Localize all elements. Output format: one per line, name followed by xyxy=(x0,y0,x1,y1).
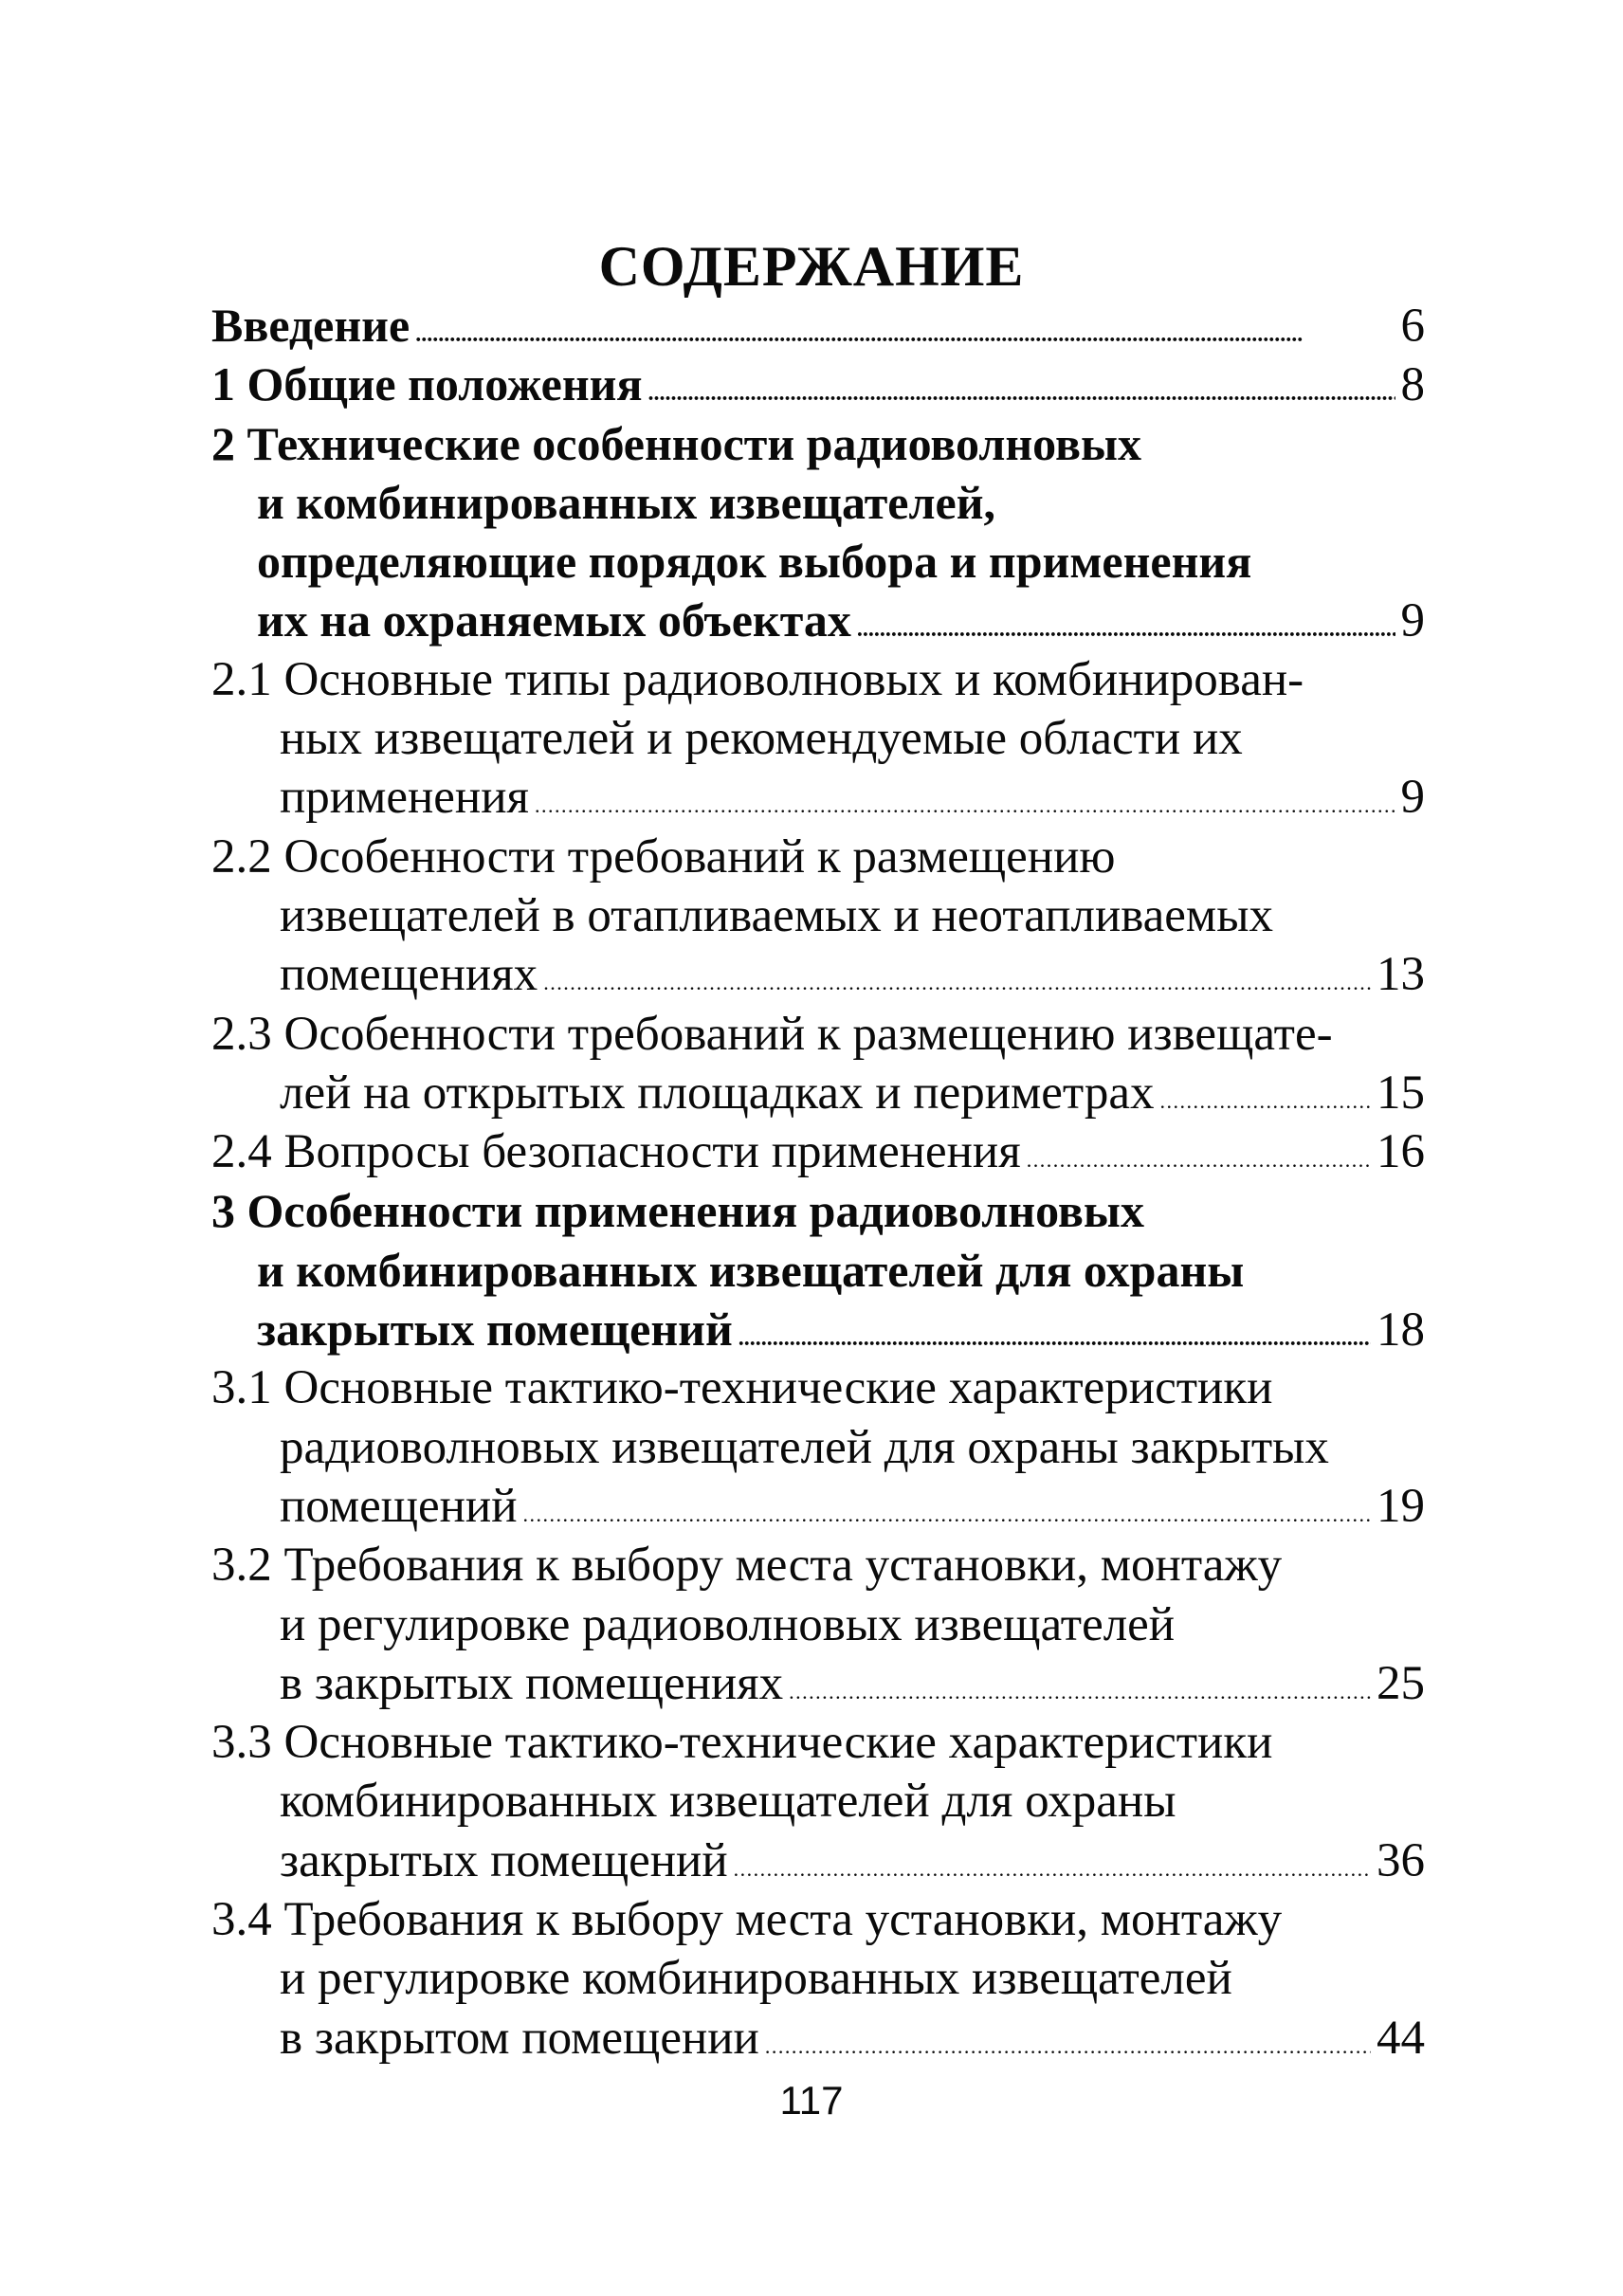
toc-entry-text: 3.2 Требования к выбору места установки, монтажу xyxy=(211,1539,1283,1593)
toc-line xyxy=(211,532,1425,591)
toc-line xyxy=(211,650,1425,709)
toc-entry xyxy=(211,1536,1425,1713)
toc-entry-text: извещателей в отапливаемых и неотапливаемых xyxy=(280,888,1273,942)
toc-line xyxy=(211,1536,1425,1594)
toc-entry-text: закрытых помещений xyxy=(257,1303,733,1357)
toc-line xyxy=(211,1831,1425,1890)
toc-entry xyxy=(211,1713,1425,1890)
toc-line xyxy=(211,768,1425,827)
toc-entry xyxy=(211,296,1425,355)
toc-line xyxy=(211,1064,1425,1122)
toc-entry-text: 3.1 Основные тактико-технические характеристики xyxy=(211,1361,1273,1415)
toc-line xyxy=(211,473,1425,532)
dot-leader xyxy=(789,1654,1371,1722)
toc-entry-text: определяющие порядок выбора и применения xyxy=(257,535,1252,589)
toc-page-number: 19 xyxy=(1377,1479,1425,1533)
toc-line xyxy=(211,945,1425,1004)
toc-entry-text: применения xyxy=(280,771,529,825)
toc-entry-text: радиоволновых извещателей для охраны закрытых xyxy=(280,1420,1329,1474)
toc-entry xyxy=(211,1122,1425,1181)
toc-title: СОДЕРЖАНИЕ xyxy=(598,235,1025,298)
toc-entry-text: комбинированных извещателей для охраны xyxy=(280,1775,1176,1829)
toc-entry xyxy=(211,1005,1425,1123)
toc-page-number: 8 xyxy=(1400,358,1425,412)
toc-entry xyxy=(211,1358,1425,1536)
toc-line xyxy=(211,1005,1425,1064)
toc-entry-text: помещениях xyxy=(280,948,538,1002)
toc-entry-text: 2.2 Особенности требований к размещению xyxy=(211,829,1116,884)
toc-page-number: 44 xyxy=(1377,2011,1425,2065)
toc-entry-text: 2 Технические особенности радиоволновых xyxy=(211,416,1141,470)
toc-line xyxy=(211,1477,1425,1536)
toc-entry xyxy=(211,1890,1425,2068)
toc-entry-text: в закрытом помещении xyxy=(280,2011,759,2065)
table-of-contents xyxy=(211,296,1425,2068)
toc-page-number: 9 xyxy=(1400,594,1425,648)
toc-entry-text: Введение xyxy=(211,299,410,352)
toc-entry xyxy=(211,828,1425,1005)
toc-line xyxy=(211,1241,1425,1300)
toc-entry-text: 2.3 Особенности требований к размещению извещате- xyxy=(211,1007,1333,1061)
toc-entry-text: 3 Особенности применения радиоволновых xyxy=(211,1184,1144,1238)
toc-entry-text: и комбинированных извещателей, xyxy=(257,475,996,529)
toc-entry-text: в закрытых помещениях xyxy=(280,1656,784,1710)
toc-line xyxy=(211,886,1425,945)
toc-entry xyxy=(211,650,1425,828)
toc-line xyxy=(211,828,1425,886)
toc-entry-text: 2.1 Основные типы радиоволновых и комбинирован- xyxy=(211,652,1304,706)
toc-line xyxy=(211,1713,1425,1772)
toc-line xyxy=(211,1654,1425,1713)
dot-leader xyxy=(765,2009,1371,2076)
toc-entry-text: и регулировке радиоволновых извещателей xyxy=(280,1597,1176,1651)
dot-leader xyxy=(543,945,1371,1012)
toc-line xyxy=(211,1772,1425,1831)
toc-line xyxy=(211,355,1425,413)
dot-leader xyxy=(1159,1064,1371,1131)
toc-line xyxy=(211,1949,1425,2008)
toc-entry-text: помещений xyxy=(280,1479,518,1533)
dot-leader xyxy=(1027,1122,1371,1190)
toc-line xyxy=(211,591,1425,649)
toc-entry-text: лей на открытых площадках и периметрах xyxy=(280,1066,1155,1120)
dot-leader xyxy=(535,768,1395,835)
toc-page-number: 36 xyxy=(1377,1833,1425,1887)
toc-entry-text: их на охраняемых объектах xyxy=(257,593,851,647)
toc-entry-text: ных извещателей и рекомендуемые области их xyxy=(280,712,1243,766)
toc-page-number: 9 xyxy=(1400,771,1425,825)
toc-page-number: 15 xyxy=(1377,1066,1425,1120)
toc-line xyxy=(211,1358,1425,1417)
toc-page-number: 25 xyxy=(1377,1656,1425,1710)
toc-page-number: 6 xyxy=(1400,300,1425,353)
toc-entry-text: 3.4 Требования к выбору места установки, монтажу xyxy=(211,1893,1283,1947)
page-number: 117 xyxy=(779,2078,844,2123)
toc-line xyxy=(211,1418,1425,1477)
toc-page-number: 18 xyxy=(1377,1303,1425,1358)
toc-entry-text: и регулировке комбинированных извещателей xyxy=(280,1952,1232,2006)
toc-entry-text: 3.3 Основные тактико-технические характеристики xyxy=(211,1716,1273,1770)
toc-entry xyxy=(211,1181,1425,1358)
toc-line xyxy=(211,296,1425,355)
toc-line xyxy=(211,1122,1425,1181)
toc-entry-text: 1 Общие положения xyxy=(211,357,643,411)
toc-page-number: 13 xyxy=(1377,948,1425,1002)
toc-line xyxy=(211,1300,1425,1358)
toc-line xyxy=(211,2009,1425,2068)
dot-leader xyxy=(523,1477,1371,1544)
toc-line xyxy=(211,709,1425,768)
toc-entry xyxy=(211,355,1425,413)
toc-entry xyxy=(211,414,1425,650)
toc-line xyxy=(211,1181,1425,1240)
toc-page-number: 16 xyxy=(1377,1125,1425,1179)
toc-entry-text: 2.4 Вопросы безопасности применения xyxy=(211,1125,1021,1179)
toc-line xyxy=(211,1890,1425,1949)
toc-line xyxy=(211,1595,1425,1654)
toc-entry-text: закрытых помещений xyxy=(280,1833,728,1887)
dot-leader xyxy=(734,1831,1371,1899)
toc-entry-text: и комбинированных извещателей для охраны xyxy=(257,1243,1245,1297)
